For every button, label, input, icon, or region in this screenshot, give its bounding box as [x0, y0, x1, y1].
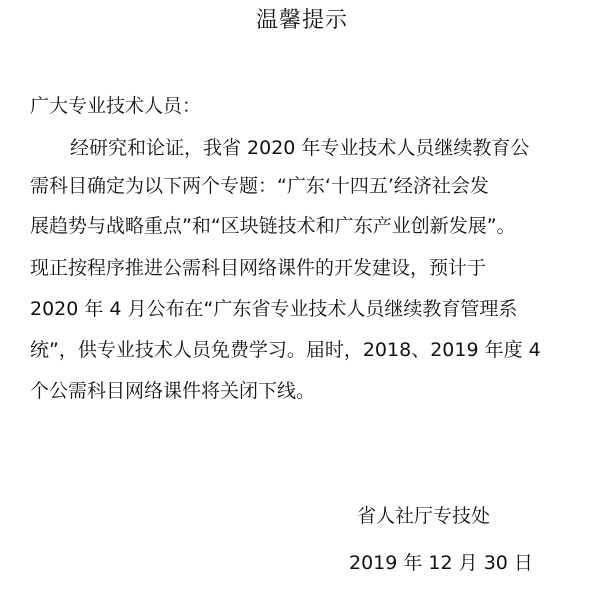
body-line: 展趋势与战略重点”和“区块链技术和广东产业创新发展”。: [30, 215, 516, 237]
body-line: 需科目确定为以下两个专题：“广东‘十四五’经济社会发: [30, 175, 489, 197]
body-line: 统”，供专业技术人员免费学习。届时，2018、2019 年度 4: [30, 339, 541, 361]
body-line: 个公需科目网络课件将关闭下线。: [30, 380, 316, 402]
issue-date: 2019 年 12 月 30 日: [349, 552, 533, 574]
notice-title: 温馨提示: [255, 8, 348, 33]
signature: 省人社厅专技处: [357, 505, 491, 527]
greeting: 广大专业技术人员：: [30, 95, 202, 117]
body-line: 现正按程序推进公需科目网络课件的开发建设，预计于: [30, 257, 487, 279]
body-line: 经研究和论证，我省 2020 年专业技术人员继续教育公: [70, 137, 530, 159]
body-line: 2020 年 4 月公布在“广东省专业技术人员继续教育管理系: [30, 298, 518, 320]
